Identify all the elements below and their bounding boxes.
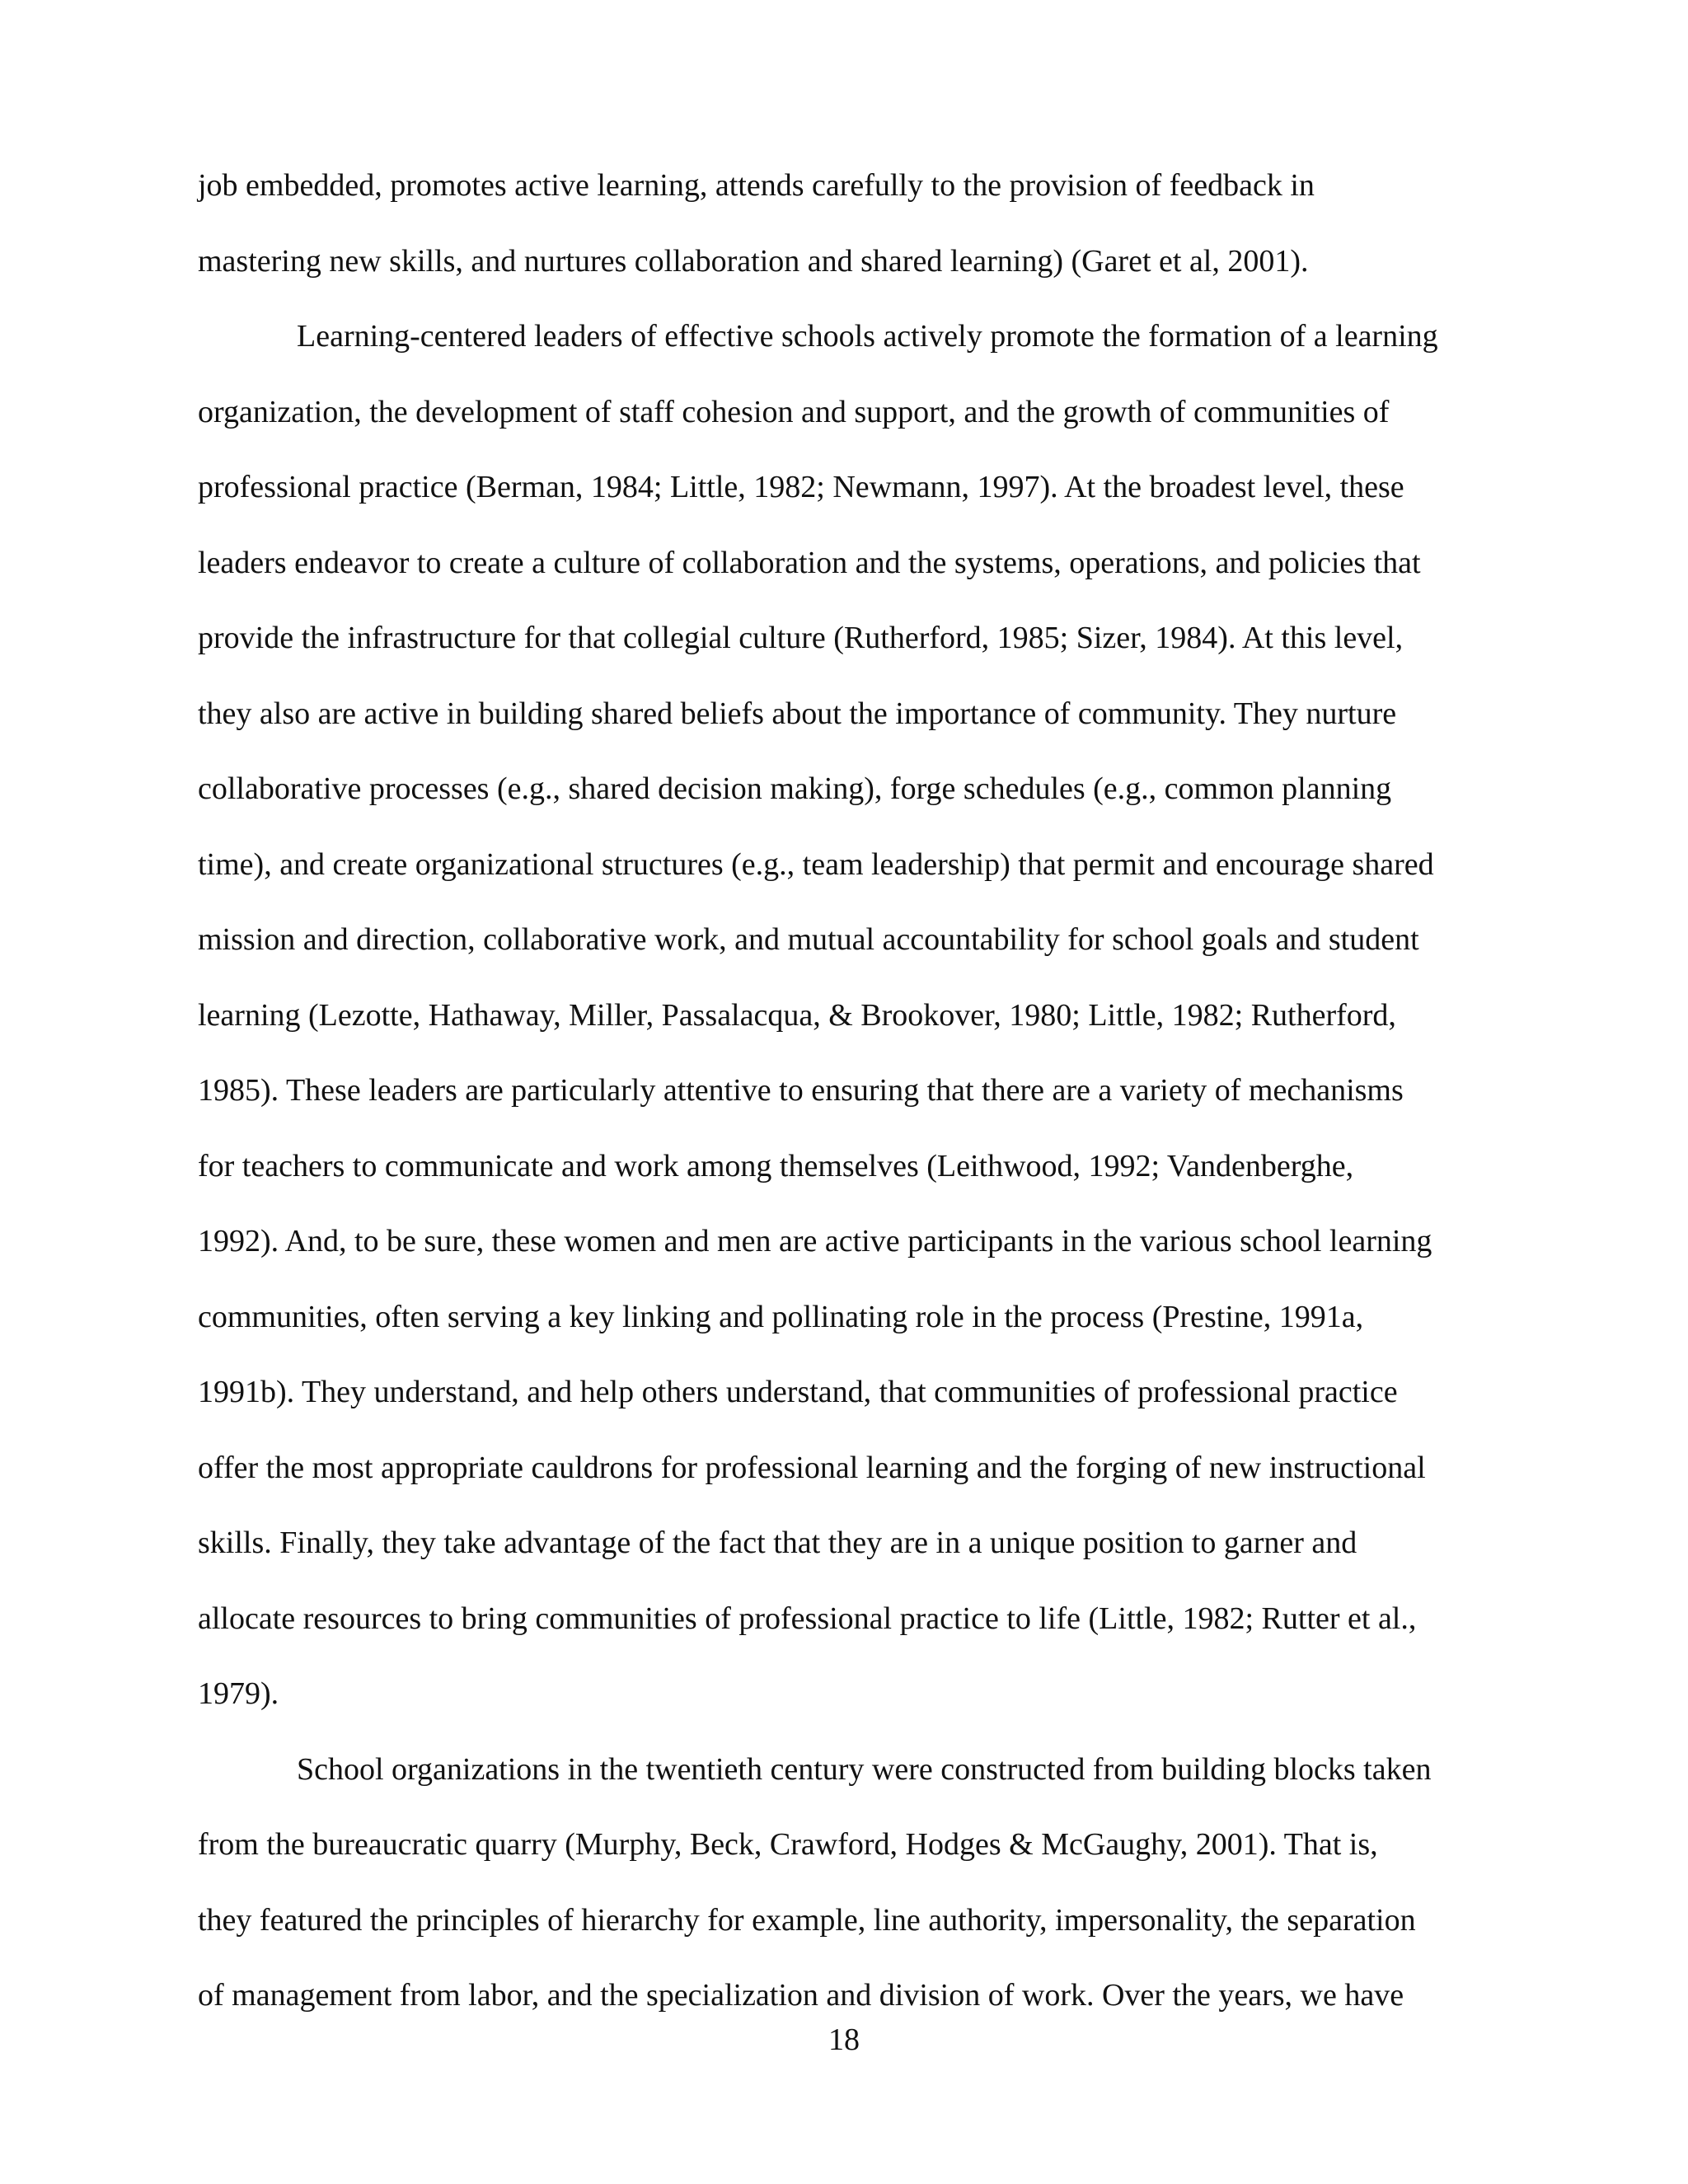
text-line: skills. Finally, they take advantage of the fact that they are in a unique position to garner and — [198, 1526, 1357, 1560]
text-line: from the bureaucratic quarry (Murphy, Beck, Crawford, Hodges & McGaughy, 2001). That is, — [198, 1827, 1378, 1862]
text-line: provide the infrastructure for that collegial culture (Rutherford, 1985; Sizer, 1984). At this level, — [198, 621, 1404, 655]
text-line: School organizations in the twentieth century were constructed from building blocks taken — [297, 1751, 1432, 1787]
text-line: professional practice (Berman, 1984; Little, 1982; Newmann, 1997). At the broadest level, these — [198, 470, 1404, 504]
text-line: collaborative processes (e.g., shared decision making), forge schedules (e.g., common planning — [198, 771, 1392, 806]
text-line: mastering new skills, and nurtures collaboration and shared learning) (Garet et al, 2001). — [198, 243, 1309, 279]
text-line: 1992). And, to be sure, these women and men are active participants in the various school learning — [198, 1224, 1432, 1258]
page-number: 18 — [828, 2022, 860, 2057]
text-line: 1991b). They understand, and help others understand, that communities of professional practice — [198, 1375, 1398, 1409]
text-line: organization, the development of staff cohesion and support, and the growth of communities of — [198, 394, 1390, 429]
text-line: they also are active in building shared beliefs about the importance of community. They nurture — [198, 696, 1397, 731]
text-line: Learning-centered leaders of effective schools actively promote the formation of a learning — [297, 319, 1438, 354]
text-line: for teachers to communicate and work among themselves (Leithwood, 1992; Vandenberghe, — [198, 1148, 1354, 1183]
text-line: communities, often serving a key linking and pollinating role in the process (Prestine, 1991a, — [198, 1299, 1364, 1334]
paragraph-3 — [198, 1732, 1500, 2034]
text-line: they featured the principles of hierarchy for example, line authority, impersonality, the separation — [198, 1902, 1416, 1938]
text-line: time), and create organizational structures (e.g., team leadership) that permit and encourage shared — [198, 846, 1434, 882]
body-text — [198, 148, 1500, 2034]
text-line: leaders endeavor to create a culture of collaboration and the systems, operations, and policies that — [198, 545, 1421, 580]
text-line: allocate resources to bring communities of professional practice to life (Little, 1982; Rutter et al., — [198, 1601, 1417, 1636]
text-line: 1979). — [198, 1676, 279, 1711]
text-line: 1985). These leaders are particularly attentive to ensuring that there are a variety of mechanisms — [198, 1073, 1404, 1108]
text-line: offer the most appropriate cauldrons for professional learning and the forging of new instructional — [198, 1450, 1426, 1485]
paragraph-2 — [198, 299, 1500, 1732]
text-line: job embedded, promotes active learning, attends carefully to the provision of feedback in — [198, 168, 1315, 203]
text-line: learning (Lezotte, Hathaway, Miller, Passalacqua, & Brookover, 1980; Little, 1982; Rutherford, — [198, 997, 1396, 1033]
paragraph-1 — [198, 148, 1500, 299]
text-line: of management from labor, and the specialization and division of work. Over the years, we have — [198, 1978, 1404, 2013]
text-line: mission and direction, collaborative work, and mutual accountability for school goals and student — [198, 922, 1419, 957]
